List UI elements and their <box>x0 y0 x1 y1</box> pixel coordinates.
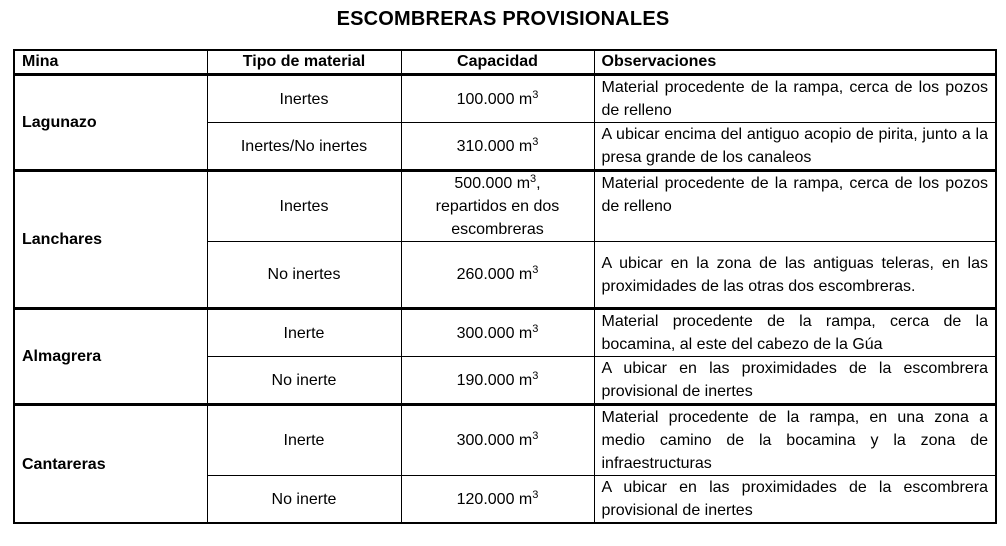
capacidad-value: 300.000 m <box>456 324 533 342</box>
unit-superscript: 3 <box>532 430 539 442</box>
tipo-cell: Inerte <box>207 309 401 357</box>
mina-cell: Lanchares <box>14 171 207 309</box>
capacidad-cell <box>401 357 594 405</box>
observaciones-cell: A ubicar en la zona de las antiguas teleras, en las proximidades de las otras dos escombreras. <box>594 242 996 309</box>
capacidad-value: 120.000 m <box>456 490 533 508</box>
mina-cell: Almagrera <box>14 309 207 405</box>
capacidad-suffix: , <box>536 175 541 192</box>
header-observaciones: Observaciones <box>594 50 996 75</box>
table-row <box>14 309 996 357</box>
capacidad-cell <box>401 171 594 242</box>
unit-superscript: 3 <box>532 88 539 101</box>
observaciones-cell: Material procedente de la rampa, cerca de la bocamina, al este del cabezo de la Gúa <box>594 309 996 357</box>
capacidad-cell <box>401 309 594 357</box>
observaciones-cell: Material procedente de la rampa, cerca de los pozos de relleno <box>594 75 996 123</box>
unit-superscript: 3 <box>532 488 539 501</box>
unit-superscript: 3 <box>530 173 537 185</box>
unit-superscript: 3 <box>532 369 539 382</box>
observaciones-cell: A ubicar encima del antiguo acopio de pirita, junto a la presa grande de los canaleos <box>594 123 996 171</box>
unit-superscript: 3 <box>532 322 539 335</box>
tipo-cell: No inerte <box>207 357 401 405</box>
capacidad-note: repartidos en dos escombreras <box>435 198 560 238</box>
capacidad-cell <box>401 75 594 123</box>
capacidad-value: 260.000 m <box>456 266 533 283</box>
table-row <box>14 75 996 123</box>
table-row <box>14 405 996 476</box>
capacidad-value: 500.000 m <box>454 175 531 192</box>
table-row <box>14 171 996 242</box>
tipo-cell: No inerte <box>207 476 401 524</box>
observaciones-cell: Material procedente de la rampa, en una zona a medio camino de la bocamina y la zona de infraestructuras <box>594 405 996 476</box>
header-capacidad: Capacidad <box>401 50 594 75</box>
capacidad-value: 100.000 m <box>456 90 533 108</box>
observaciones-cell: A ubicar en las proximidades de la escombrera provisional de inertes <box>594 357 996 405</box>
mina-cell: Lagunazo <box>14 75 207 171</box>
header-mina: Mina <box>14 50 207 75</box>
tipo-cell: No inertes <box>207 242 401 309</box>
capacidad-cell <box>401 476 594 524</box>
capacidad-cell <box>401 242 594 309</box>
capacidad-cell <box>401 405 594 476</box>
unit-superscript: 3 <box>532 264 539 276</box>
tipo-cell: Inerte <box>207 405 401 476</box>
capacidad-value: 300.000 m <box>456 432 533 449</box>
capacidad-value: 190.000 m <box>456 371 533 389</box>
tipo-cell: Inertes/No inertes <box>207 123 401 171</box>
unit-superscript: 3 <box>532 135 539 148</box>
tipo-cell: Inertes <box>207 171 401 242</box>
header-tipo-material: Tipo de material <box>207 50 401 75</box>
tipo-cell: Inertes <box>207 75 401 123</box>
observaciones-cell: Material procedente de la rampa, cerca de los pozos de relleno <box>594 171 996 242</box>
capacidad-value: 310.000 m <box>456 137 533 155</box>
capacidad-cell <box>401 123 594 171</box>
table-header-row <box>14 50 996 75</box>
observaciones-cell: A ubicar en las proximidades de la escombrera provisional de inertes <box>594 476 996 524</box>
mina-cell: Cantareras <box>14 405 207 524</box>
page-title: ESCOMBRERAS PROVISIONALES <box>336 8 670 30</box>
escombreras-table <box>13 49 997 524</box>
